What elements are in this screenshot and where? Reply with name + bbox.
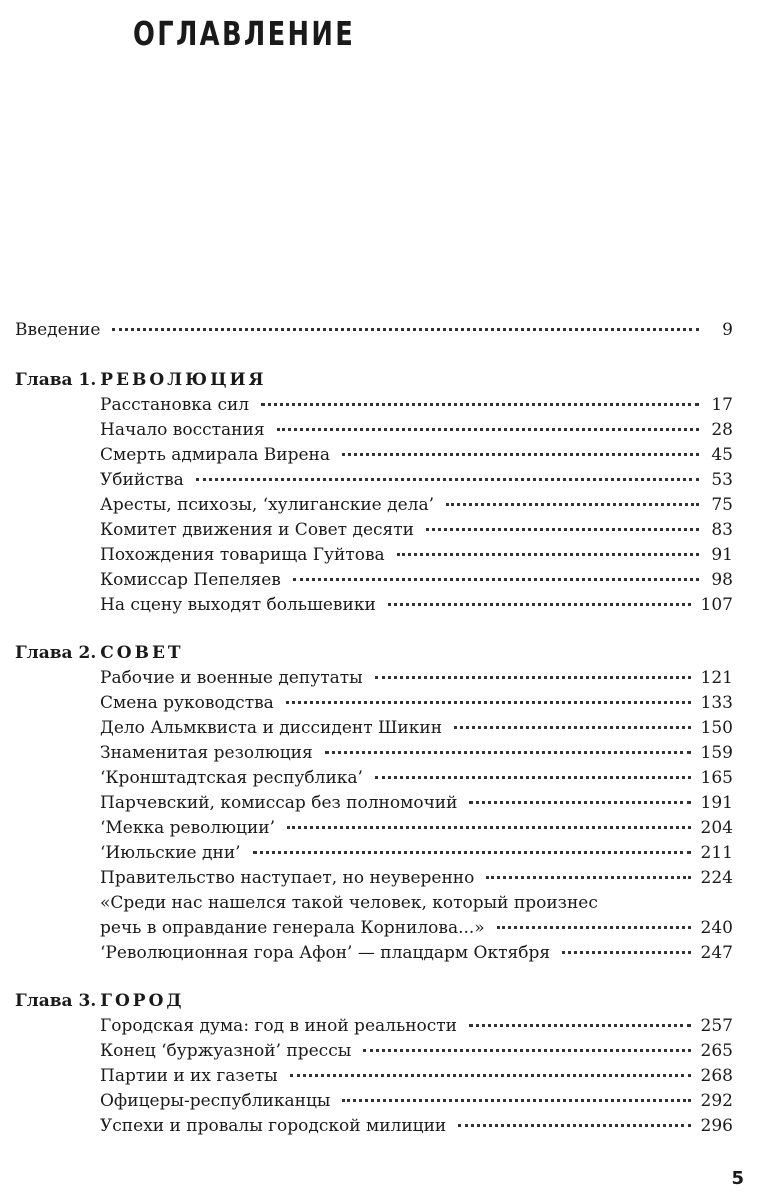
- toc-entry[interactable]: [100, 1064, 733, 1089]
- dot-leader: [325, 751, 691, 754]
- toc-entry-page: 224: [700, 868, 733, 888]
- toc-entry-title: ‘Кронштадтская республика’: [100, 768, 363, 788]
- toc-entry-page: 204: [700, 818, 733, 838]
- toc-entry-title: Аресты, психозы, ‘хулиганские дела’: [100, 495, 434, 515]
- toc-entry-page: 75: [711, 495, 733, 515]
- toc-entry[interactable]: [100, 941, 733, 966]
- toc-entry-title: Смена руководства: [100, 693, 274, 713]
- toc-entry[interactable]: [100, 841, 733, 866]
- chapter-number: Глава 3.: [15, 991, 97, 1011]
- dot-leader: [469, 801, 690, 804]
- toc-entry[interactable]: [100, 1014, 733, 1039]
- dot-leader: [342, 1099, 690, 1102]
- toc-entry-title: Дело Альмквиста и диссидент Шикин: [100, 718, 443, 738]
- dot-leader: [253, 851, 691, 854]
- dot-leader: [286, 701, 691, 704]
- dot-leader: [458, 1124, 690, 1127]
- toc-entry-title-continued: речь в оправдание генерала Корнилова...»: [100, 918, 485, 938]
- toc-entry[interactable]: [100, 568, 733, 593]
- toc-entry[interactable]: [100, 518, 733, 543]
- toc-entry-page: 107: [700, 595, 733, 615]
- toc-entry-title: Похождения товарища Гуйтова: [100, 545, 385, 565]
- toc-entry-title: Введение: [15, 320, 101, 340]
- chapter-title: ГОРОД: [100, 991, 185, 1011]
- dot-leader: [469, 1024, 691, 1027]
- toc-entry-title: ‘Июльские дни’: [100, 843, 241, 863]
- chapter-number: Глава 1.: [15, 370, 97, 390]
- toc-entry[interactable]: [100, 791, 733, 816]
- toc-entry-page: 83: [711, 520, 733, 540]
- toc-entry-page: 191: [700, 793, 733, 813]
- dot-leader: [277, 428, 699, 431]
- toc-entry-title: Партии и их газеты: [100, 1066, 278, 1086]
- toc-entry-title: Убийства: [100, 470, 184, 490]
- toc-entry-page: 98: [711, 570, 733, 590]
- chapter-number: Глава 2.: [15, 643, 97, 663]
- toc-entry-page: 240: [700, 918, 733, 938]
- toc-entry-page: 150: [700, 718, 733, 738]
- dot-leader: [426, 528, 699, 531]
- toc-entry-page: 28: [711, 420, 733, 440]
- chapter-title: СОВЕТ: [100, 643, 184, 663]
- toc-entry-page: 265: [700, 1041, 733, 1061]
- dot-leader: [261, 403, 699, 406]
- toc-entry-title: Знаменитая резолюция: [100, 743, 313, 763]
- toc-entry[interactable]: [100, 443, 733, 468]
- toc-entry[interactable]: [100, 666, 733, 691]
- toc-entry-title: «Среди нас нашелся такой человек, который произнес: [100, 893, 598, 913]
- toc-entry-page: 247: [700, 943, 733, 963]
- dot-leader: [342, 453, 699, 456]
- dot-leader: [287, 826, 691, 829]
- toc-entry-page: 211: [700, 843, 733, 863]
- dot-leader: [112, 328, 699, 331]
- toc-entry-title: Городская дума: год в иной реальности: [100, 1016, 458, 1036]
- toc-entry-title: Парчевский, комиссар без полномочий: [100, 793, 458, 813]
- toc-entry[interactable]: [100, 468, 733, 493]
- toc-entry[interactable]: [100, 593, 733, 618]
- page-title: ОГЛАВЛЕНИЕ: [133, 14, 356, 53]
- dot-leader: [454, 726, 690, 729]
- toc-entry-page: 91: [711, 545, 733, 565]
- chapter-title: РЕВОЛЮЦИЯ: [100, 370, 267, 390]
- toc-entry-title: Расстановка сил: [100, 395, 250, 415]
- dot-leader: [388, 603, 691, 606]
- toc-entry-page: 257: [700, 1016, 733, 1036]
- dot-leader: [562, 951, 690, 954]
- dot-leader: [446, 503, 699, 506]
- dot-leader: [397, 553, 699, 556]
- toc-entry-title: Офицеры-республиканцы: [100, 1091, 331, 1111]
- toc-entry[interactable]: [100, 1089, 733, 1114]
- toc-entry[interactable]: [100, 816, 733, 841]
- toc-entry[interactable]: [100, 1039, 733, 1064]
- page-number: 5: [731, 1168, 744, 1189]
- toc-entry[interactable]: [100, 866, 733, 891]
- toc-entry-title: Комиссар Пепеляев: [100, 570, 281, 590]
- toc-entry[interactable]: [100, 716, 733, 741]
- toc-entry-title: Рабочие и военные депутаты: [100, 668, 363, 688]
- toc-entry-title: Смерть адмирала Вирена: [100, 445, 330, 465]
- toc-entry-page: 53: [711, 470, 733, 490]
- toc-entry-title: Конец ‘буржуазной’ прессы: [100, 1041, 352, 1061]
- toc-entry[interactable]: [100, 543, 733, 568]
- toc-entry-page: 133: [700, 693, 733, 713]
- toc-entry-page: 121: [700, 668, 733, 688]
- toc-entry[interactable]: [100, 741, 733, 766]
- toc-entry-title: Правительство наступает, но неуверенно: [100, 868, 475, 888]
- toc-entry-page: 296: [700, 1116, 733, 1136]
- toc-entry-page: 292: [700, 1091, 733, 1111]
- dot-leader: [375, 776, 691, 779]
- chapter-heading[interactable]: [15, 368, 267, 393]
- dot-leader: [375, 676, 691, 679]
- toc-entry[interactable]: [100, 1114, 733, 1139]
- dot-leader: [497, 926, 691, 929]
- toc-entry-title: ‘Мекка революции’: [100, 818, 276, 838]
- dot-leader: [486, 876, 690, 879]
- dot-leader: [290, 1074, 691, 1077]
- toc-entry-page: 45: [711, 445, 733, 465]
- chapter-heading[interactable]: [15, 641, 184, 666]
- toc-entry-title: На сцену выходят большевики: [100, 595, 376, 615]
- toc-entry-title: Комитет движения и Совет десяти: [100, 520, 415, 540]
- toc-entry-page: 9: [722, 320, 733, 340]
- toc-entry-page: 268: [700, 1066, 733, 1086]
- toc-entry-page: 165: [700, 768, 733, 788]
- dot-leader: [196, 478, 699, 481]
- toc-entry-page: 159: [700, 743, 733, 763]
- toc-entry[interactable]: [100, 393, 733, 418]
- toc-entry[interactable]: [100, 891, 733, 941]
- toc-entry-page: 17: [711, 395, 733, 415]
- toc-entry[interactable]: [100, 493, 733, 518]
- dot-leader: [293, 578, 699, 581]
- dot-leader: [363, 1049, 690, 1052]
- toc-entry-title: Успехи и провалы городской милиции: [100, 1116, 447, 1136]
- toc-entry[interactable]: [15, 318, 733, 343]
- toc-entry[interactable]: [100, 766, 733, 791]
- chapter-heading[interactable]: [15, 989, 185, 1014]
- toc-entry-title: ‘Революционная гора Афон’ — плацдарм Октября: [100, 943, 551, 963]
- toc-entry-title: Начало восстания: [100, 420, 265, 440]
- toc-entry[interactable]: [100, 691, 733, 716]
- toc-entry[interactable]: [100, 418, 733, 443]
